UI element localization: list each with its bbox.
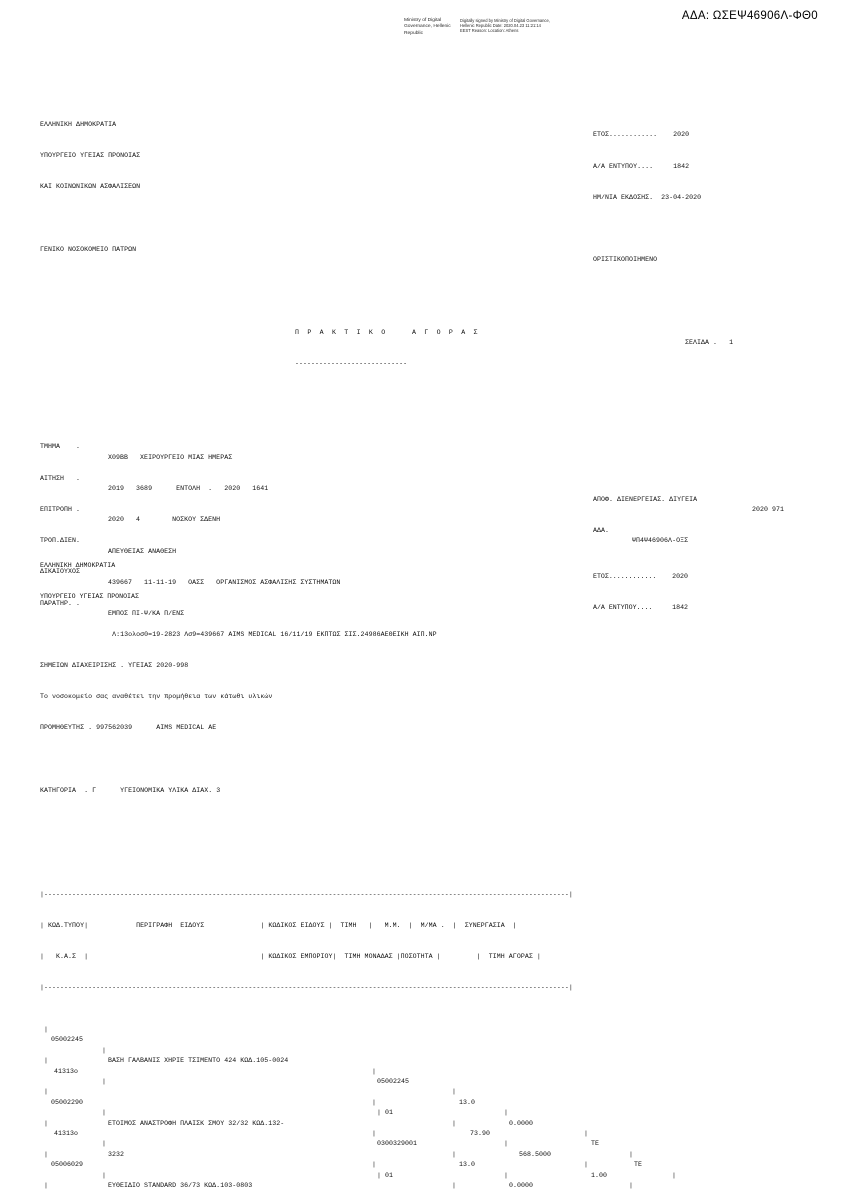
info-free-line-4 <box>40 713 802 732</box>
table-border-mid <box>40 973 802 992</box>
info-label-request: ΑΙΤΗΣΗ . <box>40 474 81 482</box>
info-free-line-3 <box>40 682 802 701</box>
footer-org-line-2: ΥΠΟΥΡΓΕΙΟ ΥΓΕΙΑΣ ΠΡΟΝΟΙΑΣ <box>40 593 139 601</box>
stamp-authority: Ministry of Digital Governance, Hellenic Republic <box>404 18 451 36</box>
items-table <box>40 859 802 1190</box>
cell-code: 41313ο <box>54 1067 79 1075</box>
header-row-1 <box>40 110 802 139</box>
table-header-row-2 <box>40 942 802 961</box>
cell-uom: 1.00 <box>591 1171 608 1179</box>
header-date: ΗΜ/ΝΙΑ ΕΚΔΟΣΗΣ. 23-04-2020 <box>593 193 702 201</box>
cell-code: 05006029 <box>51 1161 84 1169</box>
document-body <box>40 68 802 1190</box>
table-row: | 41313ο | 3232 | | 01 | <box>44 1119 457 1190</box>
border-line-mid: |-----------------------------------------------------------------------------------------------------------------------------------| <box>40 984 573 992</box>
table-header-line-2: | Κ.Α.Σ | | ΚΩΔΙΚΟΣ ΕΜΠΟΡΙΟΥ| ΤΙΜΗ ΜΟΝΑΔΑΣ |ΠΟΣΟΤΗΤΑ | | ΤΙΜΗ ΑΓΟΡΑΣ | <box>40 953 541 961</box>
info-free-line-1 <box>40 619 802 638</box>
info-value-notes: ΕΜΠΟΣ ΠΙ-Ψ/ΚΑ Π/ΕΝΣ <box>108 609 185 617</box>
border-line-top: |-----------------------------------------------------------------------------------------------------------------------------------| <box>40 890 573 898</box>
footer-year: ΕΤΟΣ............ 2020 <box>593 572 688 580</box>
header-year: ΕΤΟΣ............ 2020 <box>593 131 690 139</box>
table-spacer <box>40 807 802 817</box>
cell-description: 3232 <box>108 1150 125 1158</box>
table-border-top <box>40 879 802 898</box>
info-right-value-ada: ΨΠ4Ψ46906Λ-ΟΞΣ <box>632 537 689 545</box>
org-line-2: ΥΠΟΥΡΓΕΙΟ ΥΓΕΙΑΣ ΠΡΟΝΟΙΑΣ <box>40 152 141 160</box>
info-value-method: ΑΠΕΥΘΕΙΑΣ ΑΝΑΘΕΣΗ <box>108 547 177 555</box>
info-spacer <box>40 744 802 754</box>
finalized-note: ΟΡΙΣΤΙΚΟΠΟΙΗΜΕΝΟ <box>593 256 658 264</box>
table-row: | <box>44 1181 49 1189</box>
header-row-4 <box>40 234 802 264</box>
info-row-department <box>40 432 802 461</box>
free-text-1: Λ:13ολοσ0=19-2823 Λσ9=439667 AIMS MEDICAL 16/11/19 ΕΚΠΤΩΣ ΣΙΣ.24986ΑΕΘΕΙΚΗ ΑΙΠ.ΝΡ <box>40 630 437 638</box>
header-spacer-1 <box>40 203 802 213</box>
info-value-beneficiary: 439667 11-11-19 ΟΑΣΣ ΟΡΓΑΝΙΣΜΟΣ ΑΣΦΑΛΙΣΗΣ ΣΥΣΤΗΜΑΤΩΝ <box>108 578 341 586</box>
page-number: ΣΕΛΙΔΑ . 1 <box>685 339 734 347</box>
info-label-beneficiary: ΔΙΚΑΙΟΥΧΟΣ <box>40 568 81 576</box>
info-right-label-decision: ΑΠΟΦ. ΔΙΕΝΕΡΓΕΙΑΣ. ΔΙΥΓΕΙΑ <box>593 495 698 503</box>
cell-item-code: | 01 <box>377 1109 394 1117</box>
free-text-3: Το νοσοκομείο σας αναθέτει την προμήθεια των κάτωθι υλικών <box>40 693 273 701</box>
footer-block <box>40 530 802 613</box>
title-underline: ---------------------------- <box>295 360 408 368</box>
table-row: | 05002245 | ΒΑΣΗ ΓΑΛΒΑΝΙΣ ΧΗΡΙΕ ΤΣΙΜΕΝΤΟ 424 ΚΩΔ.105-0024 | 05002245 | 13.0 | 0.0000 | ΤΕ | ΤΕ | <box>44 1025 677 1179</box>
info-right-label-ada: ΑΔΑ. <box>593 526 610 534</box>
header-row-3 <box>40 172 802 201</box>
cell-unit-price: 568.5000 <box>519 1150 552 1158</box>
info-value-request: 2019 3689 ΕΝΤΟΛΗ . 2020 1641 <box>108 485 269 493</box>
cell-code: 41313ο <box>54 1129 79 1137</box>
table-header-row-1 <box>40 911 802 929</box>
org-line-3: ΚΑΙ ΚΟΙΝΩΝΙΚΩΝ ΑΣΦΑΛΙΣΕΩΝ <box>40 183 141 191</box>
page-title: Π Ρ Α Κ Τ Ι Κ Ο Α Γ Ο Ρ Α Σ <box>295 329 480 337</box>
header-docno: Α/Α ΕΝΤΥΠΟΥ.... 1842 <box>593 162 690 170</box>
table-row: | 41313ο | | | 01 | 73.90 | 568.5000 | 1.00 | <box>44 1057 634 1190</box>
cell-item-code: 0300329001 <box>377 1140 418 1148</box>
info-label-department: ΤΜΗΜΑ . <box>40 443 81 451</box>
info-label-method: ΤΡΟΠ.ΔΙΕΝ. <box>40 537 81 545</box>
supplier-line: ΠΡΟΜΗΘΕΥΤΗΣ . 997562039 AIMS MEDICAL ΑΕ <box>40 724 217 732</box>
org-line-1: ΕΛΛΗΝΙΚΗ ΔΗΜΟΚΡΑΤΙΑ <box>40 121 117 129</box>
header-row-2 <box>40 141 802 170</box>
digital-signature-stamp <box>404 18 554 37</box>
cell-description: ΒΑΣΗ ΓΑΛΒΑΝΙΣ ΧΗΡΙΕ ΤΣΙΜΕΝΤΟ 424 ΚΩΔ.105-0024 <box>108 1057 289 1065</box>
category-line: ΚΑΤΗΓΟΡΙΑ . Γ ΥΓΕΙΟΝΟΜΙΚΑ ΥΛΙΚΑ ΔΙΑΧ. 3 <box>40 786 221 794</box>
cell-item-code: 05002245 <box>377 1078 410 1085</box>
info-right-value-decision: 2020 971 <box>752 505 785 513</box>
cell-unit-price: 0.0000 <box>509 1182 534 1190</box>
footer-org-line-1: ΕΛΛΗΝΙΚΗ ΔΗΜΟΚΡΑΤΙΑ <box>40 562 116 570</box>
cell-unit-price: 0.0000 <box>509 1119 534 1127</box>
info-label-notes: ΠΑΡΑΤΗΡ. . <box>40 599 81 607</box>
cell-uom: ΤΕ <box>591 1140 600 1148</box>
title-underline-row <box>40 349 802 368</box>
table-header-line-1: | ΚΩΔ.ΤΥΠΟΥ| ΠΕΡΙΓΡΑΦΗ ΕΙΔΟΥΣ | ΚΩΔΙΚΟΣ ΕΙΔΟΥΣ | ΤΙΜΗ | Μ.Μ. | Μ/ΜΑ . | ΣΥΝΕΡΓΑΣΙΑ | <box>40 921 517 929</box>
info-value-department: X09BB ΧΕΙΡΟΥΡΓΕΙΟ ΜΙΑΣ ΗΜΕΡΑΣ <box>108 453 233 461</box>
table-row: | 05006029 | ΕΥΘΕΙΔΙΟ STANDARD 36/73 ΚΩΔ.103-0803 <box>40 1139 802 1149</box>
info-free-line-2 <box>40 651 802 669</box>
cell-code: 05002245 <box>51 1036 84 1044</box>
cell-item-code: | 01 <box>377 1171 394 1179</box>
table-row: | 05002290 | ΕΤΟΙΜΟΣ ΑΝΑΣΤΡΟΦΗ ΠΛΑΙΣΚ ΣΜΟΥ 32/32 ΚΩΔ.132- | 0300329001 | 13.0 | 0.0000 <box>40 1077 802 1087</box>
cell-description: ΕΥΘΕΙΔΙΟ STANDARD 36/73 ΚΩΔ.103-0803 <box>108 1182 253 1189</box>
cell-description: ΕΤΟΙΜΟΣ ΑΝΑΣΤΡΟΦΗ ΠΛΑΙΣΚ ΣΜΟΥ 32/32 ΚΩΔ.132- <box>108 1119 285 1127</box>
info-label-committee: ΕΠΙΤΡΟΠΗ . <box>40 505 81 513</box>
header-spacer-2 <box>40 266 802 276</box>
stamp-details: Digitally signed by Ministry of Digital Governance, Hellenic Republic Date: 2020.04.23 11:21:14 EEST Reason: Location: Athens <box>460 18 550 34</box>
free-text-2: ΣΗΜΕΙΩΝ ΔΙΑΧΕΙΡΙΣΗΣ . ΥΓΕΙΑΣ 2020-998 <box>40 661 189 669</box>
title-spacer <box>40 380 802 390</box>
footer-docno: Α/Α ΕΝΤΥΠΟΥ.... 1842 <box>593 603 688 611</box>
cell-vat: 13.0 <box>459 1098 476 1106</box>
cell-vat: 13.0 <box>459 1161 476 1169</box>
hospital-name: ΓΕΝΙΚΟ ΝΟΣΟΚΟΜΕΙΟ ΠΑΤΡΩΝ <box>40 245 137 253</box>
ada-code: ΑΔΑ: ΩΣΕΨ46906Λ-ΦΘ0 <box>681 10 818 22</box>
cell-qty: ΤΕ <box>634 1161 643 1169</box>
title-row <box>40 318 802 347</box>
cell-code: 05002290 <box>51 1098 84 1106</box>
cell-vat: 73.90 <box>470 1130 491 1138</box>
info-category-row <box>40 775 802 794</box>
info-value-committee: 2020 4 ΝΟΣΚΟΥ ΣΔΕΝΗ <box>108 516 221 524</box>
